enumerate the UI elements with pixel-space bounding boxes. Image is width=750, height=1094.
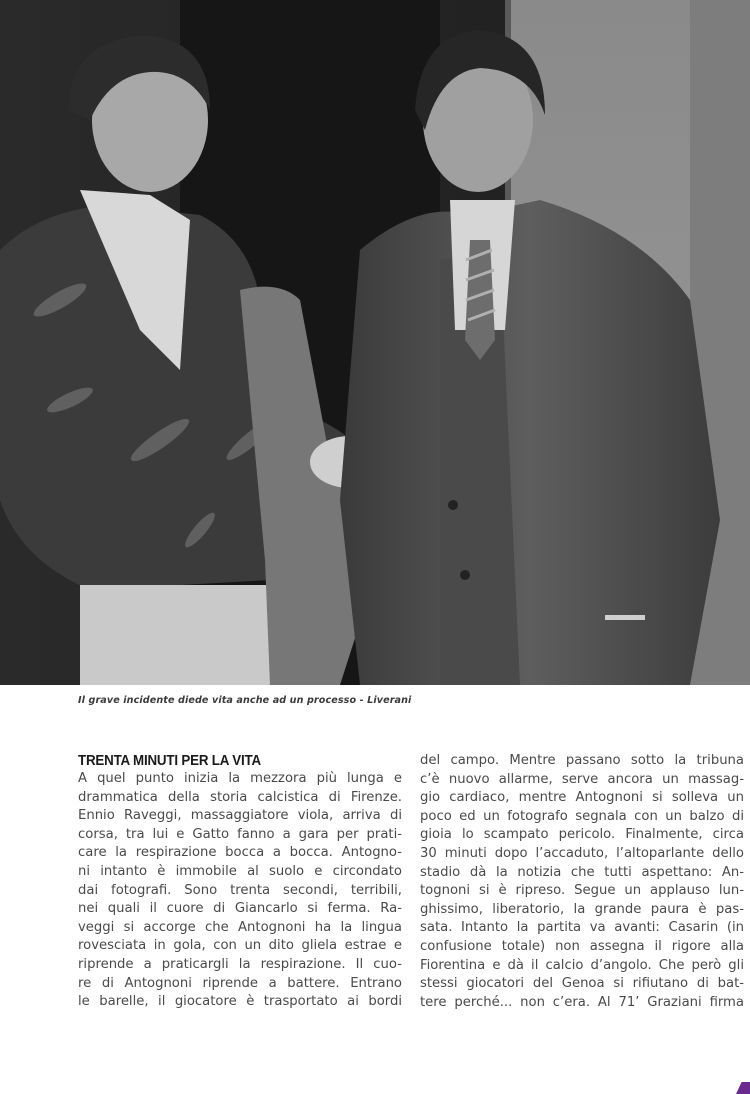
text-line: Ennio Raveggi, massaggiatore viola, arriva di (78, 808, 402, 824)
article-column-right (420, 752, 744, 1012)
text-line: ghissimo, liberatorio, la grande paura è pas- (420, 901, 744, 917)
text-line: drammatica della storia calcistica di Firenze. (78, 789, 402, 805)
text-line: veggi si accorge che Antognoni ha la lingua (78, 919, 402, 935)
text-line: stessi giocatori del Genoa si rifiutano di bat- (420, 976, 744, 992)
text-line: corsa, tra lui e Gatto fanno a gara per prati- (78, 826, 402, 842)
text-line: re di Antognoni riprende a battere. Entrano (78, 975, 402, 991)
page-corner-accent (736, 1082, 750, 1094)
article-column-left (78, 752, 402, 1012)
text-line: dai fotografi. Sono trenta secondi, terribili, (78, 882, 402, 898)
text-line: Fiorentina e dà il calcio d’angolo. Che però gli (420, 957, 744, 973)
text-line: del campo. Mentre passano sotto la tribuna (420, 753, 744, 768)
text-line: le barelle, il giocatore è trasportato ai bordi (78, 994, 402, 1010)
text-line: confusione totale) non assegna il rigore alla (420, 938, 744, 954)
text-line: A quel punto inizia la mezzora più lunga e (78, 771, 402, 786)
text-line: poco ed un fotografo segnala con un balzo di (420, 808, 744, 824)
text-line: tognoni si è ripreso. Segue un applauso lun- (420, 883, 744, 899)
text-line: 30 minuti dopo l’accaduto, l’altoparlante dello (420, 845, 744, 861)
photo-caption: Il grave incidente diede vita anche ad un processo - Liverani (78, 695, 412, 706)
text-line: nei quali il cuore di Giancarlo si ferma. Ra- (78, 901, 402, 917)
text-line: sata. Intanto la partita va avanti: Casarin (in (420, 920, 744, 936)
text-line: riprende a praticargli la respirazione. Il cuo- (78, 956, 402, 972)
text-line: tere perché... non c’era. Al 71’ Graziani firma (420, 994, 744, 1010)
text-line: stadio dà la notizia che tutti aspettano: An- (420, 864, 744, 880)
text-line: rovesciata in gola, con un dito gliela estrae e (78, 938, 402, 954)
text-line: gio cardiaco, mentre Antognoni si solleva un (420, 790, 744, 806)
text-line: ni intanto è immobile al suolo e circondato (78, 863, 402, 879)
text-line: gioia lo scampato pericolo. Finalmente, circa (420, 827, 744, 843)
text-line: care la respirazione bocca a bocca. Antogno- (78, 845, 402, 861)
section-heading: TRENTA MINUTI PER LA VITA (78, 753, 261, 769)
text-line: c’è nuovo allarme, serve ancora un massag- (420, 771, 744, 787)
